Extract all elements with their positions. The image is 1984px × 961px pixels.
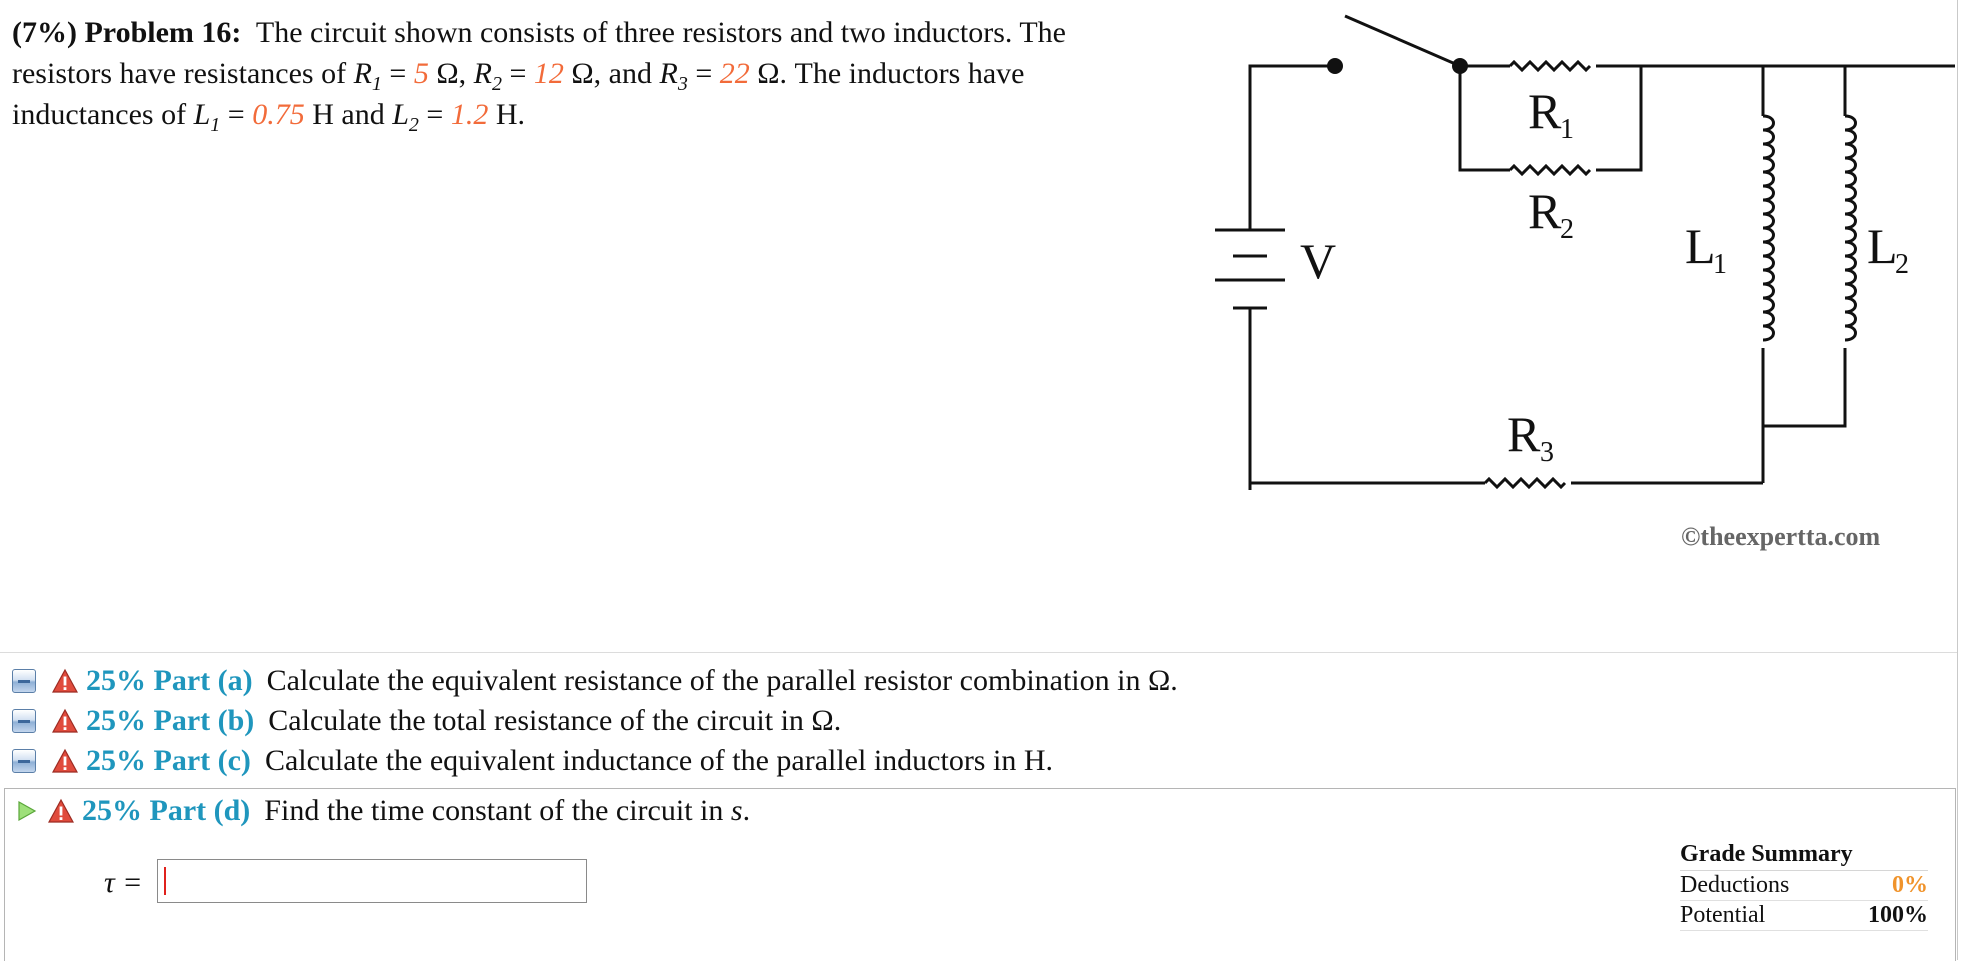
part-c-text: Calculate the equivalent inductance of the parallel inductors in H. (264, 744, 1053, 777)
potential-label: Potential (1680, 902, 1766, 928)
switch-contact-left (1327, 58, 1343, 74)
wire-right-bottom (1763, 348, 1845, 426)
part-c-row[interactable] (12, 744, 1053, 778)
grade-summary-title: Grade Summary (1680, 841, 1928, 871)
ohm-unit: Ω (436, 57, 459, 90)
l2-value: 1.2 (450, 98, 489, 131)
problem-weight: (7%) (12, 16, 77, 49)
text-caret (164, 867, 166, 895)
problem-title: Problem 16: (84, 16, 242, 49)
part-d-text: Find the time constant of the circuit in (264, 794, 724, 827)
collapse-icon[interactable] (12, 749, 36, 773)
r2-value: 12 (533, 57, 564, 90)
label-l1-sub: 1 (1713, 249, 1727, 280)
part-b-label[interactable]: 25% Part (b) (86, 704, 255, 737)
section-separator (0, 652, 1957, 653)
wire-right-column (1840, 66, 1845, 116)
label-r2-main: R (1528, 183, 1562, 239)
switch-arm (1345, 16, 1460, 66)
part-d-unit: s (730, 794, 743, 827)
henry-unit: H (312, 98, 334, 131)
ohm-unit: Ω (757, 57, 780, 90)
part-a-row[interactable] (12, 664, 1178, 698)
r3-symbol: R (659, 57, 678, 90)
r1-value: 5 (413, 57, 429, 90)
switch-contact-right (1452, 58, 1468, 74)
warning-icon (52, 668, 78, 694)
and-word: and (608, 57, 652, 90)
label-r1-sub: 1 (1560, 114, 1574, 145)
circuit-diagram (1195, 8, 1955, 508)
label-l2-sub: 2 (1895, 249, 1909, 280)
image-credit: ©theexpertta.com (1681, 522, 1881, 551)
inductor-l2-coil (1845, 116, 1856, 340)
wire-r2-right (1596, 66, 1641, 170)
problem-line-3-prefix: inductances of (12, 98, 187, 131)
henry-unit: H (495, 98, 518, 131)
label-l2-main: L (1867, 218, 1898, 274)
wire-r2-left (1460, 66, 1510, 170)
r2-subscript: 2 (491, 73, 502, 95)
potential-row (1680, 901, 1928, 931)
label-r2-sub: 2 (1560, 214, 1574, 245)
play-arrow-icon (14, 799, 38, 823)
tau-label: τ = (104, 866, 143, 899)
l1-symbol: L (193, 98, 211, 131)
problem-line-2-prefix: resistors have resistances of (12, 57, 347, 90)
deductions-value: 0% (1892, 872, 1928, 898)
r2-symbol: R (473, 57, 492, 90)
part-c-label[interactable]: 25% Part (c) (86, 744, 251, 777)
and-word: and (341, 98, 385, 131)
r3-value: 22 (719, 57, 750, 90)
part-b-text: Calculate the total resistance of the circuit in Ω. (268, 704, 842, 737)
label-v: V (1300, 233, 1337, 289)
r3-subscript: 3 (677, 73, 688, 95)
l1-subscript: 1 (210, 114, 221, 136)
warning-icon (52, 748, 78, 774)
inductor-l1-coil (1763, 116, 1774, 340)
grade-summary (1680, 841, 1928, 931)
warning-icon (48, 798, 74, 824)
inductors-sentence: The inductors have (794, 57, 1025, 90)
deductions-label: Deductions (1680, 872, 1790, 898)
part-b-row[interactable] (12, 704, 841, 738)
part-d-period: . (742, 794, 751, 827)
l1-value: 0.75 (252, 98, 305, 131)
resistor-r1 (1510, 62, 1590, 70)
label-r3-sub: 3 (1540, 437, 1554, 468)
tau-answer-input[interactable] (157, 859, 587, 903)
label-l1-main: L (1685, 218, 1716, 274)
wire-left-upper (1250, 66, 1335, 230)
l2-symbol: L (392, 98, 409, 131)
part-d-row[interactable] (4, 794, 750, 828)
problem-line-1: The circuit shown consists of three resistors and two inductors. The (255, 16, 1066, 49)
l2-subscript: 2 (408, 114, 419, 136)
part-a-label[interactable]: 25% Part (a) (86, 664, 253, 697)
r1-subscript: 1 (371, 73, 382, 95)
label-r1-main: R (1528, 83, 1562, 139)
warning-icon (52, 708, 78, 734)
part-a-text: Calculate the equivalent resistance of the parallel resistor combination in Ω. (266, 664, 1178, 697)
page-right-border (1957, 0, 1958, 960)
r1-symbol: R (353, 57, 372, 90)
label-r3-main: R (1507, 406, 1541, 462)
potential-value: 100% (1868, 902, 1928, 928)
resistor-r2 (1510, 166, 1590, 174)
ohm-unit: Ω (571, 57, 594, 90)
problem-statement: (7%) Problem 16: The circuit shown consists of three resistors and two inductors. The resistors have resistances of $R_1 = 5$ Ω, $R_2 = 12$ Ω, and $R_3 = 22$ Ω. The inductors have inductances of $L_1 = 0.75$ H and $L_2 = 1.2$ H. (12, 16, 1066, 136)
resistor-r3 (1485, 479, 1565, 487)
collapse-icon[interactable] (12, 669, 36, 693)
collapse-icon[interactable] (12, 709, 36, 733)
deductions-row (1680, 871, 1928, 901)
part-d-label[interactable]: 25% Part (d) (82, 794, 251, 827)
